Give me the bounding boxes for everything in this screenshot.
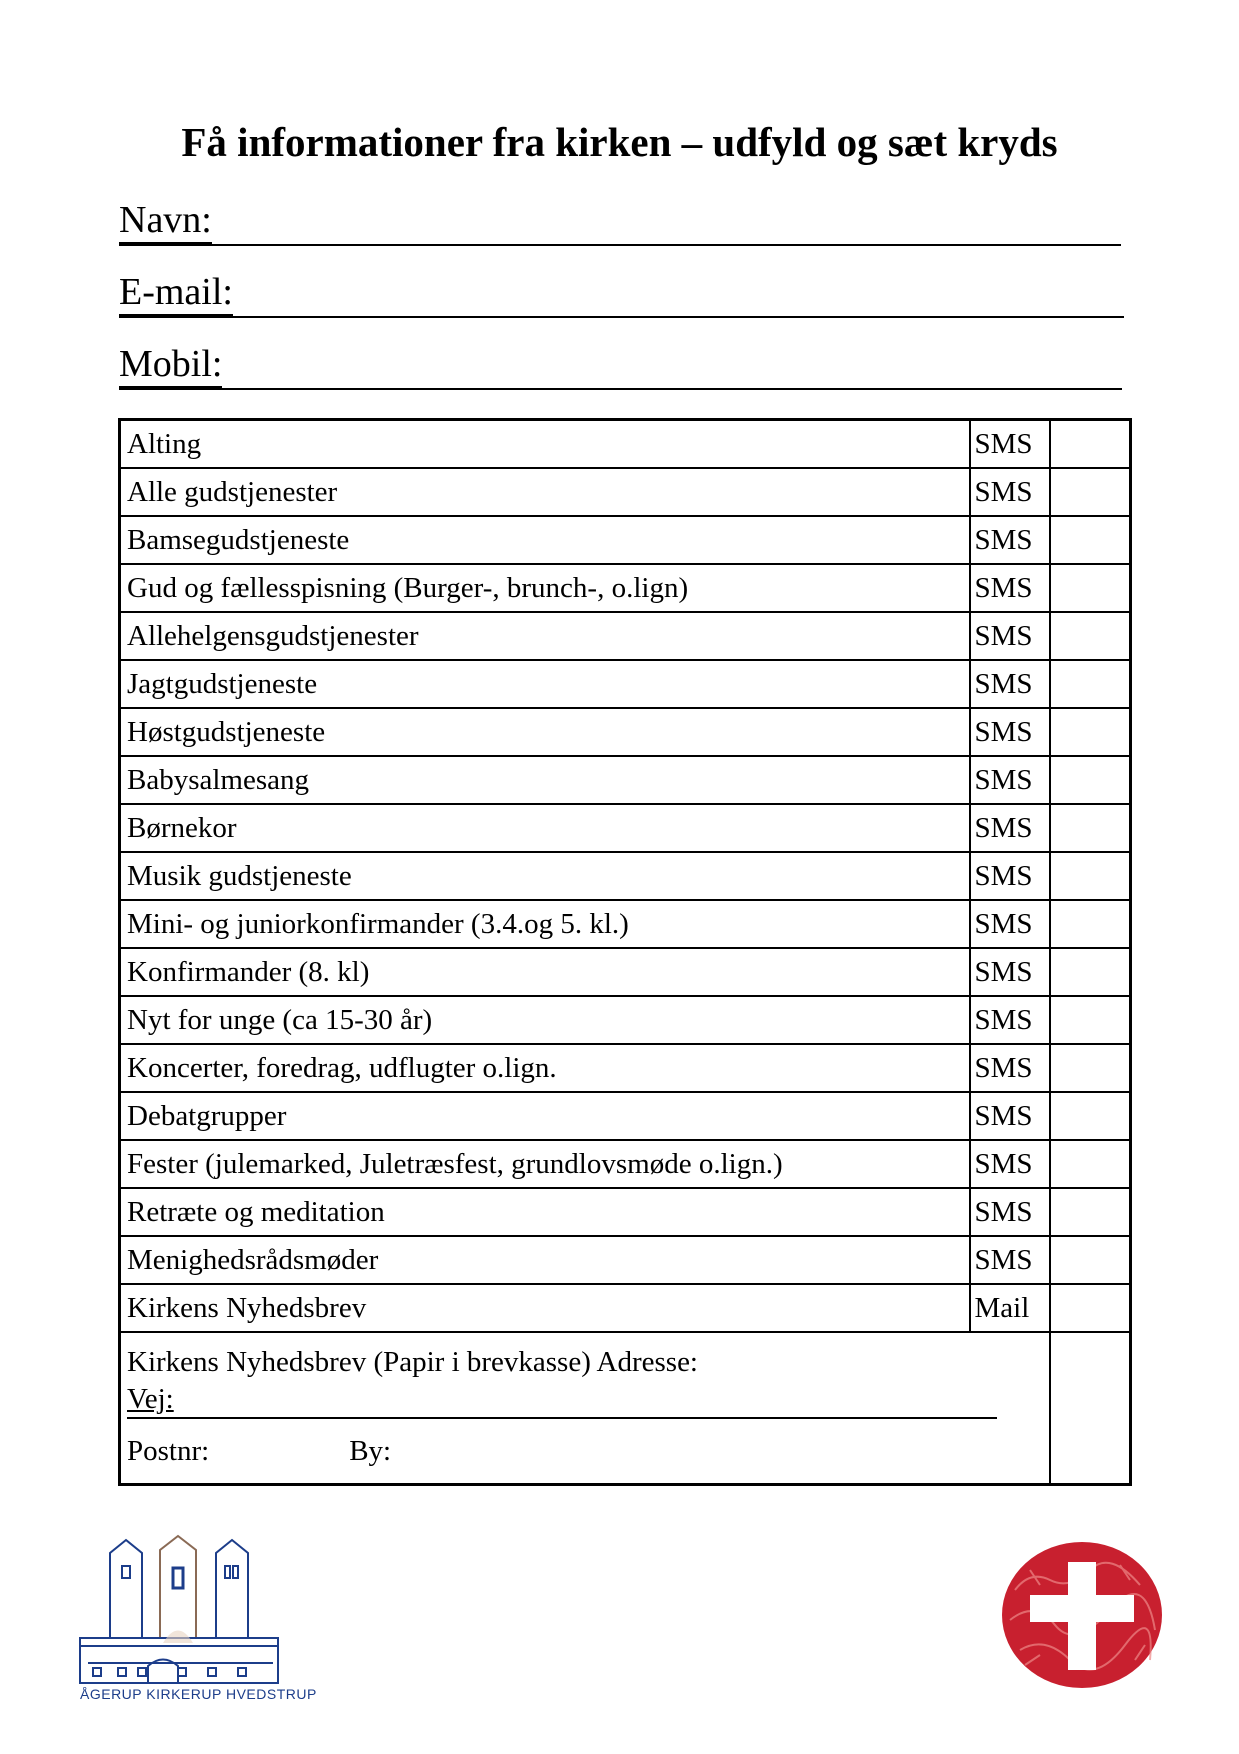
table-row <box>120 804 1131 852</box>
channel-label: SMS <box>970 564 1050 612</box>
name-label: Navn: <box>119 198 212 244</box>
topic-label: Alting <box>120 420 970 469</box>
checkbox-cell[interactable] <box>1050 1236 1131 1284</box>
topic-label: Høstgudstjeneste <box>120 708 970 756</box>
channel-label: Mail <box>970 1284 1050 1332</box>
parish-logo-text: ÅGERUP KIRKERUP HVEDSTRUP <box>80 1686 317 1702</box>
page-title: Få informationer fra kirken – udfyld og sæt kryds <box>181 119 1058 165</box>
church-towers-icon <box>78 1528 308 1688</box>
address-cell <box>120 1332 1050 1485</box>
table-row <box>120 660 1131 708</box>
table-row <box>120 996 1131 1044</box>
topic-label: Babysalmesang <box>120 756 970 804</box>
channel-label: SMS <box>970 660 1050 708</box>
topic-label: Musik gudstjeneste <box>120 852 970 900</box>
name-field[interactable] <box>119 196 1121 246</box>
table-row <box>120 708 1131 756</box>
channel-label: SMS <box>970 468 1050 516</box>
mobile-label: Mobil: <box>119 342 222 388</box>
table-row <box>120 1140 1131 1188</box>
channel-label: SMS <box>970 420 1050 469</box>
topic-label: Konfirmander (8. kl) <box>120 948 970 996</box>
email-label: E-mail: <box>119 270 233 316</box>
city-label: By: <box>349 1435 392 1467</box>
checkbox-cell[interactable] <box>1050 1140 1131 1188</box>
checkbox-cell[interactable] <box>1050 804 1131 852</box>
checkbox-cell[interactable] <box>1050 468 1131 516</box>
checkbox-cell[interactable] <box>1050 1092 1131 1140</box>
street-field[interactable] <box>127 1381 997 1419</box>
channel-label: SMS <box>970 1188 1050 1236</box>
table-row <box>120 420 1131 469</box>
topic-label: Bamsegudstjeneste <box>120 516 970 564</box>
table-row <box>120 564 1131 612</box>
channel-label: SMS <box>970 1092 1050 1140</box>
checkbox-cell[interactable] <box>1050 564 1131 612</box>
table-row <box>120 1044 1131 1092</box>
checkbox-cell[interactable] <box>1050 996 1131 1044</box>
table-row <box>120 900 1131 948</box>
table-row <box>120 1284 1131 1332</box>
topic-label: Koncerter, foredrag, udflugter o.lign. <box>120 1044 970 1092</box>
table-row <box>120 1236 1131 1284</box>
channel-label: SMS <box>970 516 1050 564</box>
checkbox-cell[interactable] <box>1050 1188 1131 1236</box>
channel-label: SMS <box>970 900 1050 948</box>
channel-label: SMS <box>970 756 1050 804</box>
channel-label: SMS <box>970 1044 1050 1092</box>
channel-label: SMS <box>970 948 1050 996</box>
checkbox-cell[interactable] <box>1050 852 1131 900</box>
table-row <box>120 756 1131 804</box>
channel-label: SMS <box>970 996 1050 1044</box>
channel-label: SMS <box>970 612 1050 660</box>
checkbox-cell[interactable] <box>1050 420 1131 469</box>
church-cross-logo <box>1000 1540 1170 1690</box>
channel-label: SMS <box>970 804 1050 852</box>
checkbox-cell[interactable] <box>1050 660 1131 708</box>
checkbox-cell[interactable] <box>1050 1284 1131 1332</box>
checkbox-cell[interactable] <box>1050 612 1131 660</box>
topic-label: Debatgrupper <box>120 1092 970 1140</box>
table-row <box>120 1092 1131 1140</box>
table-row <box>120 948 1131 996</box>
channel-label: SMS <box>970 1140 1050 1188</box>
topic-label: Retræte og meditation <box>120 1188 970 1236</box>
topic-label: Alle gudstjenester <box>120 468 970 516</box>
topic-label: Nyt for unge (ca 15-30 år) <box>120 996 970 1044</box>
channel-label: SMS <box>970 852 1050 900</box>
checkbox-cell[interactable] <box>1050 948 1131 996</box>
topic-label: Fester (julemarked, Juletræsfest, grundlovsmøde o.lign.) <box>120 1140 970 1188</box>
checkbox-cell[interactable] <box>1050 516 1131 564</box>
checkbox-cell[interactable] <box>1050 1044 1131 1092</box>
cross-icon <box>1000 1540 1170 1690</box>
topic-label: Allehelgensgudstjenester <box>120 612 970 660</box>
table-row <box>120 1188 1131 1236</box>
table-row <box>120 612 1131 660</box>
postcode-label: Postnr: <box>127 1435 210 1467</box>
address-checkbox[interactable] <box>1050 1332 1131 1485</box>
topic-label: Gud og fællesspisning (Burger-, brunch-, o.lign) <box>120 564 970 612</box>
topic-label: Jagtgudstjeneste <box>120 660 970 708</box>
topic-label: Menighedsrådsmøder <box>120 1236 970 1284</box>
mobile-field[interactable] <box>119 340 1122 390</box>
address-heading: Kirkens Nyhedsbrev (Papir i brevkasse) Adresse: <box>127 1346 698 1378</box>
table-row <box>120 468 1131 516</box>
topic-label: Børnekor <box>120 804 970 852</box>
topic-label: Mini- og juniorkonfirmander (3.4.og 5. kl.) <box>120 900 970 948</box>
channel-label: SMS <box>970 708 1050 756</box>
table-row <box>120 516 1131 564</box>
street-label: Vej: <box>127 1383 174 1415</box>
channel-label: SMS <box>970 1236 1050 1284</box>
parish-logo <box>78 1528 317 1706</box>
checkbox-cell[interactable] <box>1050 708 1131 756</box>
topic-label: Kirkens Nyhedsbrev <box>120 1284 970 1332</box>
address-row <box>120 1332 1131 1485</box>
checkbox-cell[interactable] <box>1050 900 1131 948</box>
subscription-table <box>118 418 1132 1486</box>
checkbox-cell[interactable] <box>1050 756 1131 804</box>
email-field[interactable] <box>119 268 1124 318</box>
table-row <box>120 852 1131 900</box>
